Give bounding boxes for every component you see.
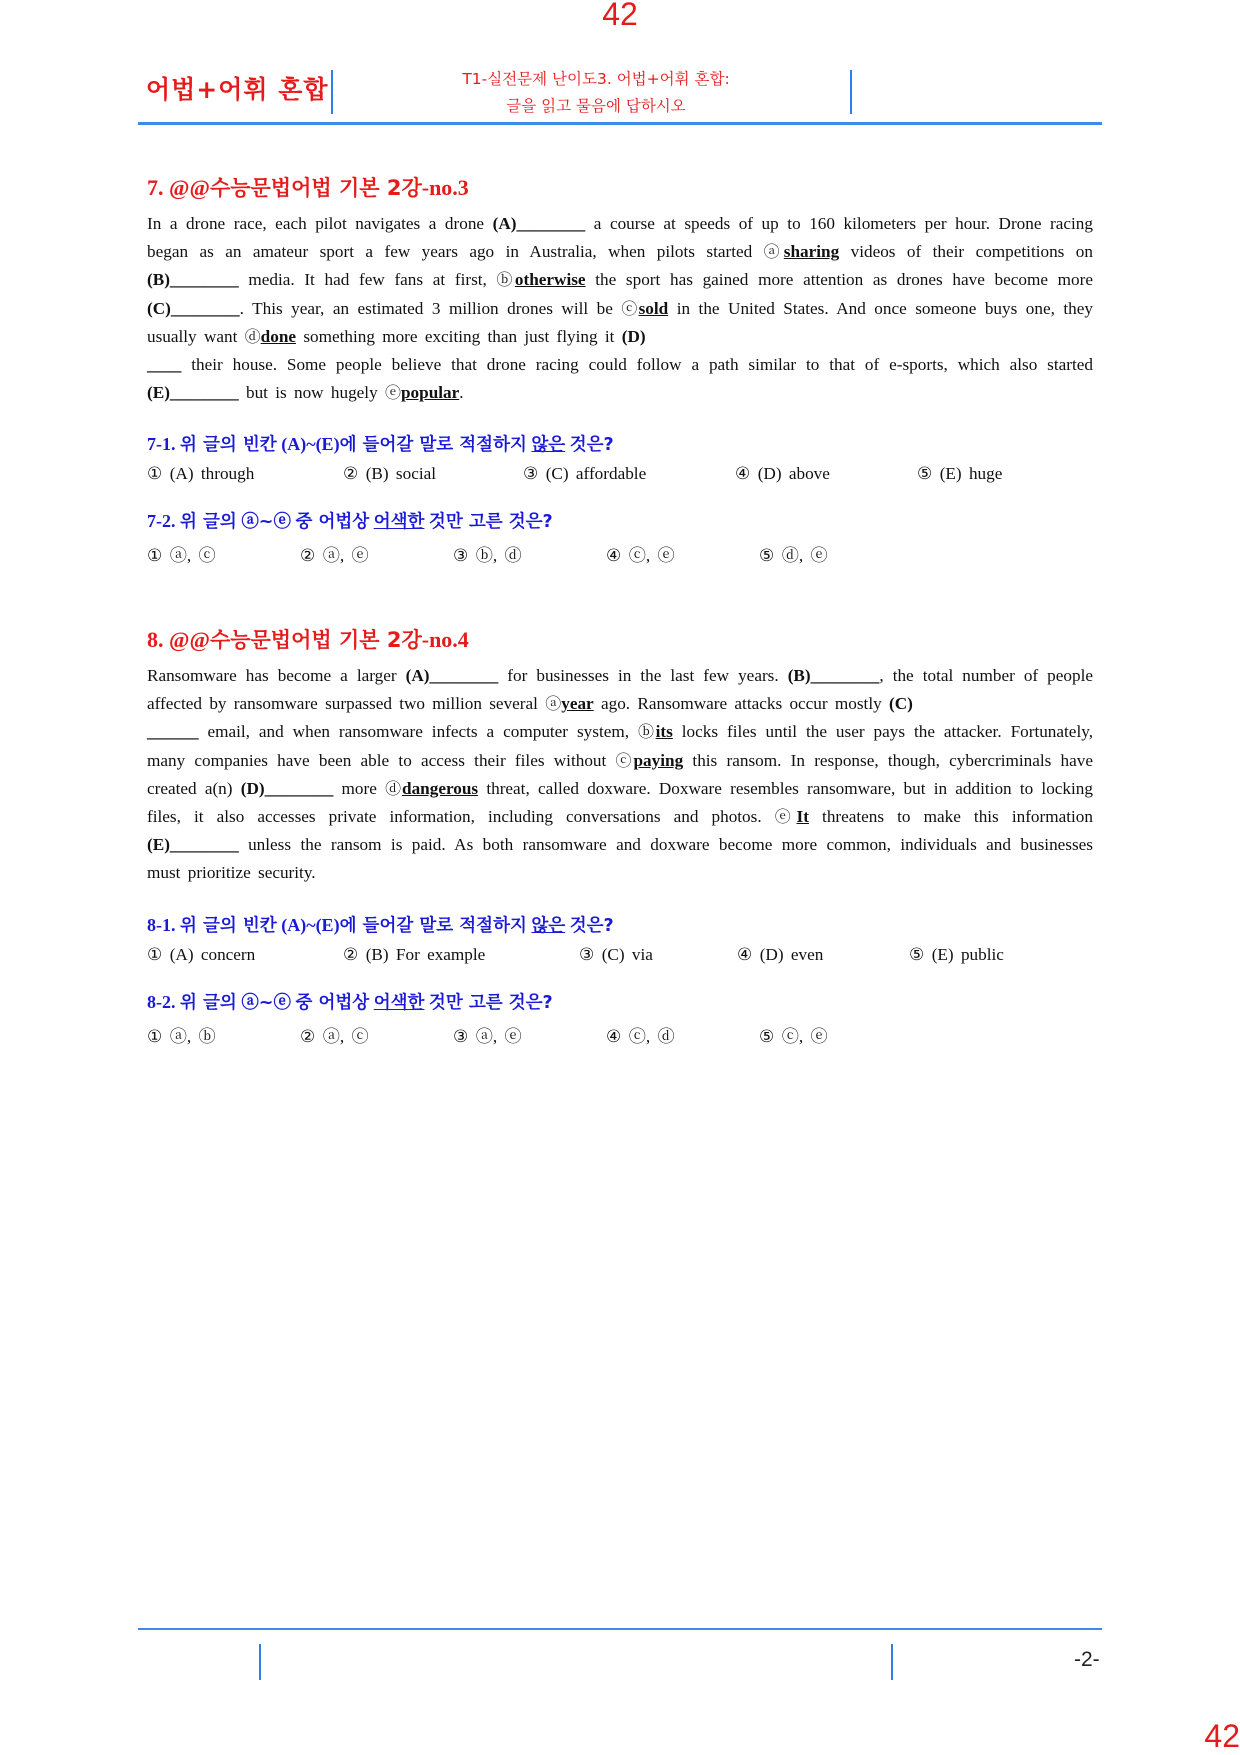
footer-divider-left	[259, 1644, 261, 1680]
circle-marker-c: ⓒ	[621, 298, 639, 318]
section-title-tail: -no.3	[421, 175, 469, 200]
answer-option-2[interactable]: ② ⓐ, ⓒ	[300, 1026, 369, 1046]
question-8-1	[147, 912, 1093, 965]
section-title-at: @@	[169, 175, 210, 200]
answer-option-4[interactable]: ④ ⓒ, ⓓ	[606, 1026, 675, 1046]
underlined-word-d: dangerous	[402, 778, 479, 798]
top-page-number: 42	[602, 0, 638, 32]
blank-label-c: (C)	[889, 694, 913, 714]
blank-d: ________	[264, 778, 334, 798]
question-title: 7-1. 위 글의 빈칸 (A)~(E)에 들어갈 말로 적절하지 않은 것은?	[147, 434, 614, 456]
section-7	[147, 172, 1093, 566]
underlined-word-e: popular	[400, 383, 460, 403]
section-title-korean: 수능문법어법 기본 2강	[209, 628, 422, 652]
answer-options	[147, 464, 1093, 484]
blank-label-a: (A)	[405, 666, 430, 685]
answer-option-3[interactable]: ③ ⓑ, ⓓ	[453, 546, 522, 566]
answer-option-2[interactable]: ② (B) For example	[343, 944, 486, 964]
underlined-word-e: It	[796, 807, 809, 827]
circle-marker-b: ⓑ	[637, 722, 656, 742]
header-category: 어법+어휘 혼합	[146, 75, 329, 104]
blank-b: ________	[810, 666, 880, 685]
circle-marker-d: ⓓ	[244, 326, 261, 346]
circle-marker-e: ⓔ	[384, 383, 401, 403]
answer-option-1[interactable]: ① ⓐ, ⓑ	[147, 1026, 216, 1046]
blank-label-b: (B)	[787, 666, 811, 685]
answer-option-1[interactable]: ① (A) concern	[147, 944, 256, 964]
answer-option-5[interactable]: ⑤ ⓓ, ⓔ	[759, 546, 828, 566]
question-7-2	[147, 508, 1093, 566]
header-instruction	[336, 66, 856, 120]
blank-e: ________	[169, 835, 239, 855]
underlined-word-d: done	[260, 326, 297, 346]
section-8-title	[147, 624, 1093, 654]
header-divider-right	[850, 70, 852, 114]
section-7-title	[147, 172, 1093, 202]
section-title-korean: 수능문법어법 기본 2강	[209, 176, 422, 200]
passage-8: Ransomware has become a larger (A)________ for businesses in the last few years. (B)________, the total number of people affected by ransomware surpassed two million several ⓐyear ago. Ransomware attacks occur mostly (C) ______ email, and when ransomware infects a computer system, ⓑits locks files until the user pays the attacker. Fortunately, many companies have been able to access their files without ⓒpaying this ransom. In response, though, cybercriminals have created a(n) (D)________ more ⓓdangerous threat, called doxware. Doxware resembles ransomware, but in addition to locking files, it also accesses private information, including conversations and photos. ⓔIt threatens to make this information (E)________ unless the ransom is paid. As both ransomware and doxware become more common, individuals and businesses must prioritize security.	[147, 666, 1093, 883]
answer-options	[147, 945, 1093, 965]
underlined-word-c: sold	[638, 298, 669, 318]
answer-option-4[interactable]: ④ ⓒ, ⓔ	[606, 546, 675, 566]
underlined-word-b: otherwise	[514, 270, 586, 290]
answer-option-2[interactable]: ② ⓐ, ⓔ	[300, 546, 369, 566]
answer-option-2[interactable]: ② (B) social	[343, 464, 437, 484]
answer-option-5[interactable]: ⑤ (E) public	[909, 944, 1004, 964]
blank-label-b: (B)	[147, 270, 170, 290]
question-7-1	[147, 431, 1093, 484]
circle-marker-a: ⓐ	[763, 242, 784, 262]
blank-label-e: (E)	[147, 835, 170, 855]
underlined-word-b: its	[655, 722, 673, 742]
footer-rule	[138, 1628, 1102, 1630]
section-title-at: @@	[169, 627, 210, 652]
header-rule	[138, 122, 1102, 125]
blank-label-d: (D)	[240, 778, 265, 798]
header-instruction-line2: 글을 읽고 물음에 답하시오	[506, 97, 686, 115]
blank-label-c: (C)	[147, 298, 171, 318]
circle-marker-e: ⓔ	[774, 807, 797, 827]
answer-option-1[interactable]: ① ⓐ, ⓒ	[147, 546, 216, 566]
blank-a: ________	[516, 214, 586, 233]
answer-option-3[interactable]: ③ ⓐ, ⓔ	[453, 1026, 522, 1046]
section-8	[147, 624, 1093, 1047]
question-title: 8-2. 위 글의 ⓐ~ⓔ 중 어법상 어색한 것만 고른 것은?	[147, 991, 553, 1013]
corner-page-number: 42	[1204, 1718, 1240, 1754]
blank-c: ______	[147, 722, 199, 742]
blank-label-a: (A)	[492, 214, 517, 233]
answer-option-3[interactable]: ③ (C) via	[579, 944, 653, 964]
underlined-word-a: sharing	[783, 242, 840, 262]
circle-marker-a: ⓐ	[545, 694, 562, 714]
question-8-2	[147, 989, 1093, 1047]
blank-e: ________	[169, 383, 239, 403]
question-title: 7-2. 위 글의 ⓐ~ⓔ 중 어법상 어색한 것만 고른 것은?	[147, 511, 553, 533]
answer-options	[147, 1022, 1093, 1047]
underlined-word-a: year	[561, 694, 594, 714]
answer-option-3[interactable]: ③ (C) affordable	[523, 464, 647, 484]
answer-option-4[interactable]: ④ (D) even	[737, 944, 824, 964]
blank-c: ________	[170, 298, 240, 318]
section-title-number: 7.	[147, 175, 164, 200]
blank-d: ____	[147, 355, 182, 375]
circle-marker-b: ⓑ	[496, 270, 515, 290]
circle-marker-c: ⓒ	[615, 750, 634, 770]
answer-option-5[interactable]: ⑤ ⓒ, ⓔ	[759, 1026, 828, 1046]
answer-option-1[interactable]: ① (A) through	[147, 464, 255, 484]
blank-label-d: (D)	[621, 326, 646, 346]
header-divider-left	[331, 70, 333, 114]
blank-a: ________	[429, 666, 499, 685]
answer-option-4[interactable]: ④ (D) above	[735, 464, 830, 484]
footer-divider-right	[891, 1644, 893, 1680]
footer-page-number: -2-	[1074, 1648, 1100, 1671]
header-instruction-line1: T1-실전문제 난이도3. 어법+어휘 혼합:	[462, 70, 730, 88]
blank-label-e: (E)	[147, 383, 170, 403]
circle-marker-d: ⓓ	[385, 778, 403, 798]
passage-7: In a drone race, each pilot navigates a drone (A)________ a course at speeds of up to 160 kilometers per hour. Drone racing began as an amateur sport a few years ago in Australia, when pilots started ⓐsharing videos of their competitions on (B)________ media. It had few fans at first, ⓑotherwise the sport has gained more attention as drones have become more (C)________. This year, an estimated 3 million drones will be ⓒsold in the United States. And once someone buys one, they usually want ⓓdone something more exciting than just flying it (D) ____ their house. Some people believe that drone racing could follow a path similar to that of e-sports, which also started (E)________ but is now hugely ⓔpopular.	[147, 214, 1093, 403]
section-title-number: 8.	[147, 627, 164, 652]
answer-option-5[interactable]: ⑤ (E) huge	[917, 464, 1003, 484]
underlined-word-c: paying	[633, 750, 684, 770]
section-title-tail: -no.4	[421, 627, 469, 652]
answer-options	[147, 541, 1093, 566]
blank-b: ________	[169, 270, 239, 290]
question-title: 8-1. 위 글의 빈칸 (A)~(E)에 들어갈 말로 적절하지 않은 것은?	[147, 914, 614, 936]
